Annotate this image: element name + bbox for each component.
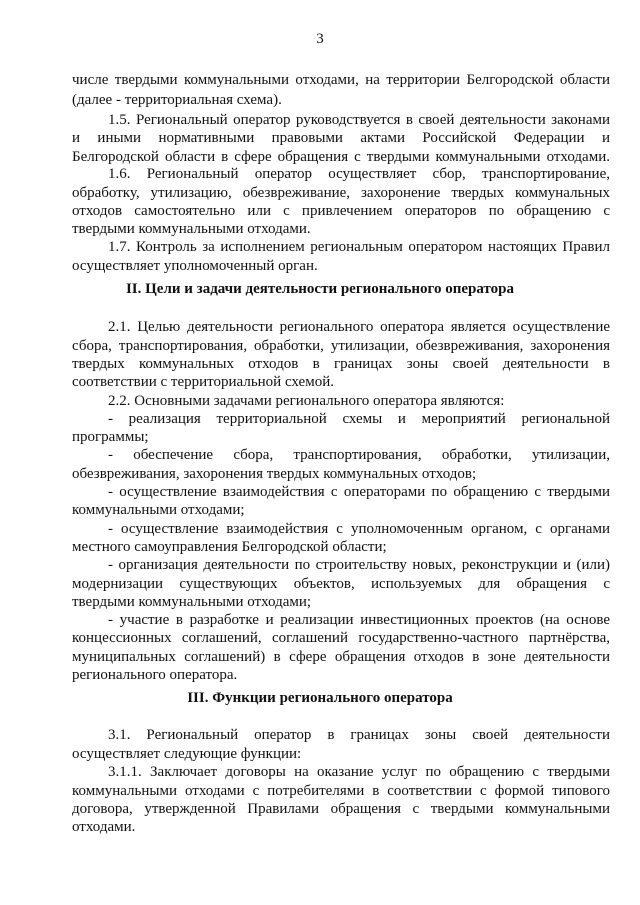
- text-line: соответствии с территориальной схемой.: [72, 374, 334, 390]
- text-line: Белгородской области в сфере обращения с твердыми коммунальными отходами.: [72, 149, 610, 165]
- text-line: - участие в разработке и реализации инвестиционных проектов (на основе: [108, 612, 610, 628]
- text-line: 3.1.1. Заключает договоры на оказание услуг по обращению с твердыми: [108, 764, 610, 780]
- text-line: местного самоуправления Белгородской области;: [72, 539, 387, 555]
- text-line: регионального оператора.: [72, 667, 238, 683]
- section-heading: III. Функции регионального оператора: [187, 690, 453, 706]
- text-line: числе твердыми коммунальными отходами, на территории Белгородской области: [72, 72, 610, 88]
- text-line: твердыми коммунальными отходами;: [72, 594, 312, 610]
- text-line: - организация деятельности по строительству новых, реконструкции и (или): [108, 557, 610, 573]
- text-line: - осуществление взаимодействия с уполномоченным органом, с органами: [108, 521, 610, 537]
- text-line: твердых коммунальных отходов в границах зоны своей деятельности в: [72, 356, 610, 372]
- text-line: программы;: [72, 429, 149, 445]
- text-line: муниципальных соглашений) в сфере обращения отходов в зоне деятельности: [72, 649, 610, 665]
- text-line: концессионных соглашений, соглашений государственно-частного партнёрства,: [72, 630, 610, 646]
- text-line: осуществляет уполномоченный орган.: [72, 258, 318, 274]
- text-line: - обеспечение сбора, транспортирования, обработки, утилизации,: [108, 447, 610, 463]
- text-line: отходами.: [72, 819, 136, 835]
- text-line: - реализация территориальной схемы и мероприятий региональной: [108, 411, 610, 427]
- text-line: договора, утвержденной Правилами обращения с твердыми коммунальными: [72, 801, 610, 817]
- text-line: - осуществление взаимодействия с операторами по обращению с твердыми: [108, 484, 610, 500]
- section-heading: II. Цели и задачи деятельности регионального оператора: [125, 281, 515, 297]
- text-line: обезвреживания, захоронения твердых коммунальных отходов;: [72, 466, 477, 482]
- text-line: 1.5. Региональный оператор руководствуется в своей деятельности законами: [108, 112, 610, 128]
- text-line: и иными нормативными правовыми актами Российской Федерации и: [72, 130, 610, 146]
- text-line: (далее - территориальная схема).: [72, 92, 282, 108]
- page-number: 3: [316, 31, 324, 47]
- text-line: 2.1. Целью деятельности регионального оператора является осуществление: [108, 319, 610, 335]
- text-line: 1.7. Контроль за исполнением региональным оператором настоящих Правил: [108, 239, 610, 255]
- text-line: осуществляет следующие функции:: [72, 746, 302, 762]
- text-line: 2.2. Основными задачами регионального оператора являются:: [108, 393, 505, 409]
- text-line: отходов самостоятельно или с привлечением операторов по обращению с: [72, 203, 610, 219]
- text-line: обработку, утилизацию, обезвреживание, захоронение твердых коммунальных: [72, 185, 610, 201]
- text-line: коммунальными отходами;: [72, 502, 245, 518]
- text-line: коммунальными отходами с потребителями в соответствии с формой типового: [72, 783, 610, 799]
- text-line: 3.1. Региональный оператор в границах зоны своей деятельности: [108, 727, 610, 743]
- text-line: сбора, транспортирования, обработки, утилизации, обезвреживания, захоронения: [72, 338, 610, 354]
- text-line: модернизации существующих объектов, используемых для обращения с: [72, 576, 610, 592]
- text-line: твердыми коммунальными отходами.: [72, 221, 311, 237]
- text-line: 1.6. Региональный оператор осуществляет сбор, транспортирование,: [108, 166, 610, 182]
